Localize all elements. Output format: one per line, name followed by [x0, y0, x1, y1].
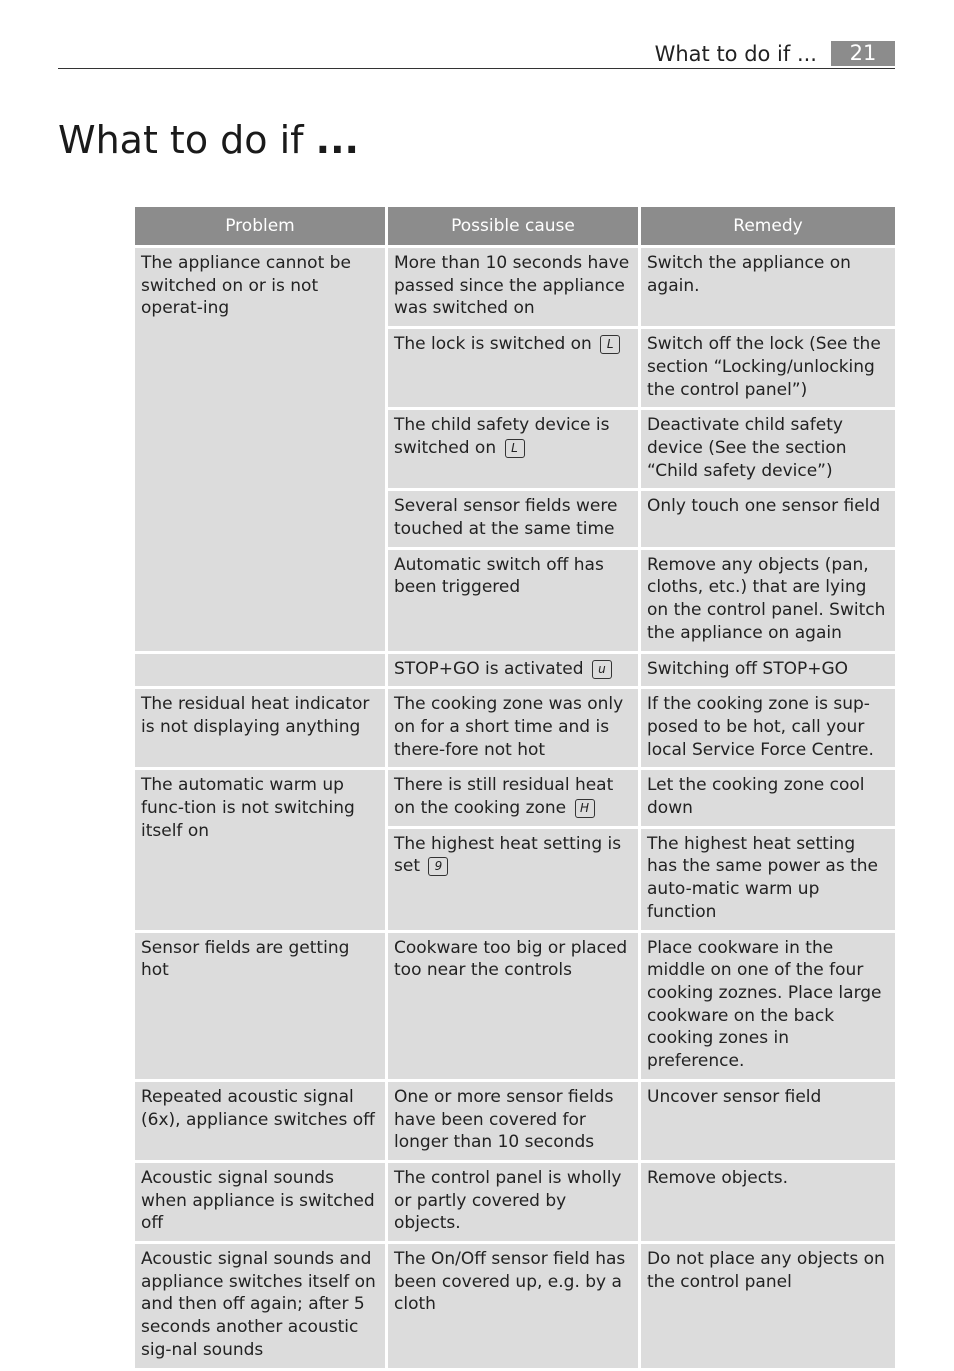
page-title: [58, 114, 359, 166]
lock-symbol-icon: L: [600, 335, 620, 354]
remedy-cell: Place cookware in the middle on one of the four cooking zoznes. Place large cookware on the back cooking zones in preference.: [641, 933, 895, 1079]
page-header: [58, 40, 895, 69]
table-row: [135, 933, 895, 1079]
table-row: [135, 1244, 895, 1368]
cause-cell: [388, 770, 638, 825]
cause-cell: One or more sensor fields have been covered for longer than 10 seconds: [388, 1082, 638, 1160]
cause-cell: [388, 410, 638, 488]
remedy-cell: Switch off the lock (See the section “Locking/unlocking the control panel”): [641, 329, 895, 407]
problem-cell: The automatic warm up func-tion is not switching itself on: [135, 770, 385, 929]
column-header-remedy: Remedy: [641, 207, 895, 245]
stop-go-symbol-icon: u: [592, 660, 612, 679]
page-number: 21: [831, 41, 895, 66]
cause-cell: [388, 829, 638, 930]
table-row: [135, 248, 895, 326]
troubleshooting-table: [132, 204, 898, 1371]
cause-text: The child safety device is switched on: [394, 415, 610, 458]
cause-cell: The On/Off sensor field has been covered up, e.g. by a cloth: [388, 1244, 638, 1368]
problem-cell: The residual heat indicator is not displaying anything: [135, 689, 385, 767]
cause-text: STOP+GO is activated: [394, 658, 584, 679]
cause-cell: Cookware too big or placed too near the controls: [388, 933, 638, 1079]
remedy-cell: The highest heat setting has the same power as the auto-matic warm up function: [641, 829, 895, 930]
table-row: [135, 654, 895, 687]
table-row: [135, 770, 895, 825]
residual-heat-symbol-icon: H: [575, 799, 595, 818]
page-title-text: What to do if: [58, 118, 304, 162]
remedy-cell: Let the cooking zone cool down: [641, 770, 895, 825]
problem-cell: [135, 654, 385, 687]
column-header-problem: Problem: [135, 207, 385, 245]
remedy-cell: Switch the appliance on again.: [641, 248, 895, 326]
heat-setting-9-icon: 9: [428, 857, 448, 876]
remedy-cell: Switching off STOP+GO: [641, 654, 895, 687]
table-header-row: [135, 207, 895, 245]
problem-cell: Acoustic signal sounds when appliance is switched off: [135, 1163, 385, 1241]
cause-cell: Several sensor fields were touched at the same time: [388, 491, 638, 546]
cause-cell: More than 10 seconds have passed since the appliance was switched on: [388, 248, 638, 326]
column-header-cause: Possible cause: [388, 207, 638, 245]
cause-text: There is still residual heat on the cooking zone: [394, 775, 614, 819]
remedy-cell: Do not place any objects on the control panel: [641, 1244, 895, 1368]
cause-text: The highest heat setting is set: [394, 833, 622, 877]
remedy-cell: Remove objects.: [641, 1163, 895, 1241]
table-row: [135, 1082, 895, 1160]
cause-text: The lock is switched on: [394, 334, 592, 355]
problem-cell: The appliance cannot be switched on or is not operat-ing: [135, 248, 385, 651]
cause-cell: Automatic switch off has been triggered: [388, 550, 638, 651]
header-section-title: What to do if ...: [654, 42, 817, 66]
problem-cell: Acoustic signal sounds and appliance switches itself on and then off again; after 5 seconds another acoustic sig-nal sounds: [135, 1244, 385, 1368]
remedy-cell: Only touch one sensor field: [641, 491, 895, 546]
remedy-cell: Remove any objects (pan, cloths, etc.) that are lying on the control panel. Switch the appliance on again: [641, 550, 895, 651]
lock-symbol-icon: L: [505, 439, 525, 458]
remedy-cell: Deactivate child safety device (See the section “Child safety device”): [641, 410, 895, 488]
table-row: [135, 689, 895, 767]
cause-cell: [388, 654, 638, 687]
remedy-cell: If the cooking zone is sup-posed to be hot, call your local Service Force Centre.: [641, 689, 895, 767]
problem-cell: Sensor fields are getting hot: [135, 933, 385, 1079]
problem-cell: Repeated acoustic signal (6x), appliance switches off: [135, 1082, 385, 1160]
page-title-dots: ...: [315, 118, 359, 162]
cause-cell: [388, 329, 638, 407]
cause-cell: The cooking zone was only on for a short time and is there-fore not hot: [388, 689, 638, 767]
remedy-cell: Uncover sensor field: [641, 1082, 895, 1160]
cause-cell: The control panel is wholly or partly covered by objects.: [388, 1163, 638, 1241]
table-row: [135, 1163, 895, 1241]
